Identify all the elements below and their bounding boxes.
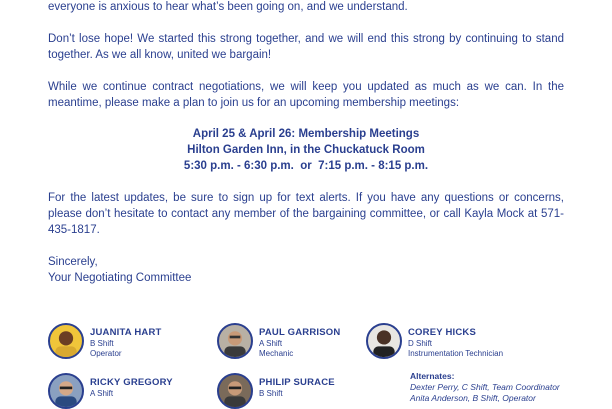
meeting-details	[48, 126, 564, 174]
alternate-item: Anita Anderson, B Shift, Operator	[410, 393, 536, 403]
member-shift: A Shift	[90, 389, 114, 398]
member-name: RICKY GREGORY	[90, 377, 173, 388]
member-name: PAUL GARRISON	[259, 327, 341, 338]
salutation: Sincerely,	[48, 256, 98, 268]
member-shift: D Shift	[408, 339, 433, 348]
member-shift: B Shift	[259, 389, 283, 398]
meeting-times: 5:30 p.m. - 6:30 p.m. or 7:15 p.m. - 8:15 p.m.	[183, 160, 429, 172]
member-card	[48, 323, 162, 359]
meeting-dates: April 25 & April 26: Membership Meetings	[192, 128, 420, 140]
member-role: Instrumentation Technician	[408, 349, 504, 358]
member-name: JUANITA HART	[90, 327, 162, 338]
member-card	[366, 323, 503, 359]
alternates-list	[410, 371, 560, 404]
alternate-item: Dexter Perry, C Shift, Team Coordinator	[410, 382, 560, 392]
intro-paragraph: everyone is anxious to hear what’s been going on, and we understand.	[48, 1, 408, 13]
member-card	[48, 373, 173, 409]
member-name: PHILIP SURACE	[259, 377, 335, 388]
avatar	[48, 323, 84, 359]
member-card	[217, 323, 340, 359]
avatar	[217, 373, 253, 409]
member-shift: A Shift	[259, 339, 283, 348]
updates-paragraph: For the latest updates, be sure to sign up for text alerts. If you have any questions or concerns, please don’t hesitate to contact any member of the bargaining committee, or call Kayla Mock at 571-435-1817.	[48, 192, 564, 236]
avatar	[366, 323, 402, 359]
encouragement-paragraph: Don’t lose hope! We started this strong together, and we will end this strong by continuing to stand together. As we all know, united we bargain!	[48, 33, 564, 61]
avatar	[48, 373, 84, 409]
alternates-title: Alternates:	[410, 371, 455, 381]
member-shift: B Shift	[90, 339, 114, 348]
signature: Your Negotiating Committee	[48, 272, 192, 284]
member-card	[217, 373, 335, 409]
member-name: COREY HICKS	[408, 327, 477, 338]
member-role: Operator	[90, 349, 122, 358]
avatar	[217, 323, 253, 359]
negotiations-paragraph: While we continue contract negotiations, we will keep you updated as much as we can. In the meantime, please make a plan to join us for an upcoming membership meetings:	[48, 81, 564, 109]
meeting-location: Hilton Garden Inn, in the Chuckatuck Room	[187, 144, 425, 156]
member-role: Mechanic	[259, 349, 294, 358]
